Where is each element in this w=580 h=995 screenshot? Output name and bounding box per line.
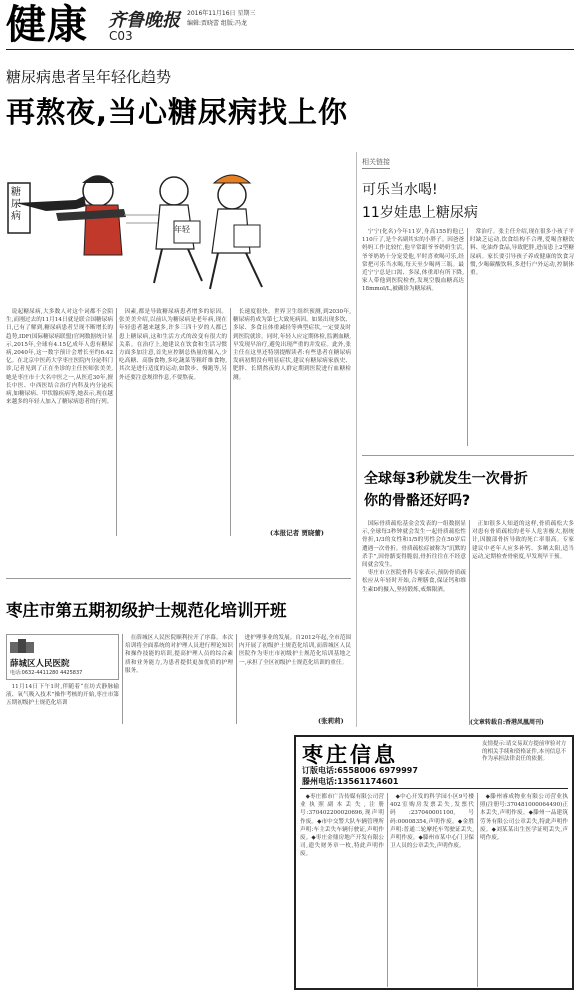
sidebar-column-1 (362, 228, 464, 446)
lead-paragraph: 因素,都是导致糖尿病患者增多的原因。张美美介绍,以前认为糖尿病是老年病,现在年轻患者越来越多,许多三四十岁的人都已患上糖尿病,这和生活方式的改变有很大的关系。在治疗上,她建议在饮食和生活习惯方面多加注意,首先应控制总热量的摄入,少吃高糖、高脂食物,多吃蔬菜等粗纤维食物,其次是进行适度的运动,如散步、慢跑等,另外还要注意规律作息,不要熬夜。 (119, 309, 227, 381)
classified-ad: ◆枣庄都市广告传媒有限公司营业执照副本丢失,注册号:370402200020696,现声明作废。◆市中交警大队车辆管理所声明:车主丢失车辆行驶证,声明作废。◆枣庄金鼎房地产开发有限公司,遗失财务章一枚,特此声明作废。 (300, 794, 384, 858)
classified-ad: ◆滕州睿成物业有限公司营业执照(注册号:370481000064490)正本丢失,声明作废。◆滕州一品建筑劳务有限公司公章丢失,特此声明作废。◆刘某某出生医学证明丢失,声明作废。 (480, 794, 568, 842)
illustration-tag: 糖尿病 (11, 187, 21, 222)
bone-paragraph: 国际骨质疏松基金会发表的一组数据显示,全球每3秒钟就会发生一起骨质疏松性骨折,1/3的女性和1/5的男性会在50岁后遭遇一次骨折。骨质疏松症被称为“沉默的杀手”,因骨骼变得脆弱,骨折往往在不经意间就会发生。 (362, 521, 466, 569)
nurse-column-2 (125, 634, 233, 724)
bone-headline-line2: 你的骨骼还好吗? (364, 493, 471, 509)
lead-paragraph: 说起糖尿病,大多数人对这个词都不会陌生,而刚过去的11月14日就是联合国糖尿病日,已有了解到,糖尿病患者呈现不断增长的趋势,IDF(国际糖尿病联盟)官网数据统计显示,2015年,全球有4.15亿成年人患有糖尿病,2040年,这一数字预计会增长至约6.42亿。在北京中医药大学枣庄医院内分泌科门诊,记者见到了正在坐诊的主任医师张美美,她是枣庄市十大名中医之一,从医近30年,擅长中医、中西医结合治疗内科及内分泌疾病,如糖尿病、甲状腺疾病等,她表示,现在越来越多的年轻人加入了糖尿病患者的行列。 (6, 309, 113, 406)
hospital-name: 薛城区人民医院 (10, 659, 70, 669)
bone-paragraph: 枣庄市立医院骨科专家表示,预防骨质疏松应从年轻时开始,合理膳食,保证钙和维生素D的摄入,坚持锻炼,戒烟限酒。 (362, 570, 466, 593)
bone-column-2 (472, 520, 574, 715)
classified-divider (300, 788, 568, 789)
column-rule (236, 634, 237, 724)
bone-headline-line1: 全球每3秒就发生一次骨折 (364, 471, 528, 487)
section-title: 健康 (6, 2, 88, 48)
column-rule (116, 308, 117, 536)
nurse-column-1 (6, 683, 119, 723)
lead-column-3 (233, 308, 351, 526)
column-rule (469, 520, 470, 725)
column-rule (467, 228, 468, 446)
bone-paragraph: 正如很多人知道的这样,骨质疏松大多对患有骨质疏松的老年人危害极大,据统计,因髋部骨折导致的死亡率很高。专家建议中老年人应多补钙、多晒太阳,适当运动,定期检查骨密度,早发现早干预。 (472, 521, 574, 560)
tengzhou-phone: 滕州电话:13561174601 (302, 777, 399, 786)
nurse-headline: 枣庄市第五期初级护士规范化培训开班 (6, 601, 287, 620)
column-rule (122, 634, 123, 724)
bone-author: (文章转载自:香港凤凰周刊) (470, 719, 544, 726)
hospital-building-icon (10, 639, 34, 653)
date-line: 2016年11月16日 星期三 (187, 10, 256, 17)
nurse-author: (张莉莉) (318, 717, 344, 725)
section-divider (362, 455, 574, 456)
main-column-rule (356, 152, 357, 727)
classified-title: 枣庄信息 (302, 743, 398, 767)
sidebar-headline: 11岁娃患上糖尿病 (362, 205, 478, 221)
sidebar-paragraph: 宁宁(化名)今年11岁,身高155的他已110斤了,是个名副其实的小胖子。因爸爸妈妈工作比较忙,他平常跟爷爷奶奶生活,爷爷奶奶十分宠爱他,平时喜欢喝可乐,经常把可乐当水喝,每天至少喝两三瓶。最近宁宁总是口渴、多尿,体重却有所下降,家人带他到医院检查,发现空腹血糖高达18mmol/L,被确诊为糖尿病。 (362, 229, 464, 293)
editor-line: 编辑:贾晓蕾 组版:冯龙 (187, 20, 247, 27)
lead-kicker: 糖尿病患者呈年轻化趋势 (6, 68, 172, 86)
nurse-column-3 (239, 634, 351, 714)
column-rule (230, 308, 231, 536)
classified-column-3 (480, 793, 568, 987)
related-link-tag: 相关链接 (362, 157, 390, 169)
classified-ad: ◆中心开发的科学园小区9号楼402室购房发票丢失,发票代码:237040001100,号码:00008354,声明作废。◆金胜声明:普通二轮摩托车驾驶证丢失,声明作废。◆滕州市某中心门卫保卫人员的公章丢失,声明作废。 (390, 794, 474, 850)
sidebar-paragraph: 常治疗。张主任介绍,现在很多小孩子平时缺乏运动,饮食结构不合理,爱喝含糖饮料、吃油炸食品,导致肥胖,进而患上2型糖尿病。家长要引导孩子养成健康的饮食习惯,少喝碳酸饮料,多进行户外运动,控制体重。 (470, 229, 574, 277)
sidebar-column-2 (470, 228, 574, 446)
page-code: C03 (109, 29, 133, 43)
column-rule (477, 793, 478, 987)
header-divider (6, 49, 574, 50)
column-rule (387, 793, 388, 987)
classified-column-1 (300, 793, 384, 987)
nurse-paragraph: 11月14日下午1时,伴随着“在坊式静脉输液、氧气吸入技术”操作考核的开始,枣庄市第五期初级护士规范化培训 (6, 684, 119, 707)
nurse-paragraph: 进护理事业的发展。自2012年起,全市范围内开展了初级护士规范化培训,而薛城区人民医院作为枣庄市初级护士规范化培训基地之一,承担了全区初级护士规范化培训的重任。 (239, 635, 351, 666)
notice-box: 友情提示:请交易双方提前审验对方的相关手续和资格证件,本刊信息不作为承担法律责任的依据。 (482, 741, 567, 762)
nurse-paragraph: 在薛城区人民医院顺利拉开了序幕。本次培训将全面系统的对护理人员进行理论知识和操作技能的培训,提高护理人员的综合素质和业务能力,为患者提供更加优质的护理服务。 (125, 635, 233, 674)
hospital-box (6, 634, 119, 680)
lead-column-1 (6, 308, 113, 536)
classified-column-2 (390, 793, 474, 987)
order-phone: 订版电话:6558006 6979997 (302, 766, 418, 775)
illustration-tag2: 年轻 (174, 225, 190, 234)
bone-column-1 (362, 520, 466, 725)
masthead-logo: 齐鲁晚报 (108, 10, 180, 31)
lead-column-2 (119, 308, 227, 536)
lead-paragraph: 长速度很快。世界卫生组织预测,到2030年,糖尿病将成为第七大致死病因。如果出现多饮、多尿、多食且体重减轻等典型症状,一定要及时到医院就诊。同时,年轻人应定期体检,监测血糖,早发现早治疗,避免出现严重的并发症。此外,张主任在这里还特别提醒读者:有些患者在糖尿病发病初期没有明显症状,建议有糖尿病家族史、肥胖、长期熬夜的人群定期到医院进行血糖检测。 (233, 309, 351, 381)
lead-author: (本报记者 贾晓蕾) (270, 529, 324, 537)
hospital-phone: 电话:0632-4411280 4425837 (10, 670, 83, 676)
lead-headline: 再熬夜,当心糖尿病找上你 (6, 95, 349, 129)
classified-box (294, 735, 574, 990)
sidebar-kicker: 可乐当水喝! (362, 182, 438, 198)
section-divider (6, 578, 351, 579)
